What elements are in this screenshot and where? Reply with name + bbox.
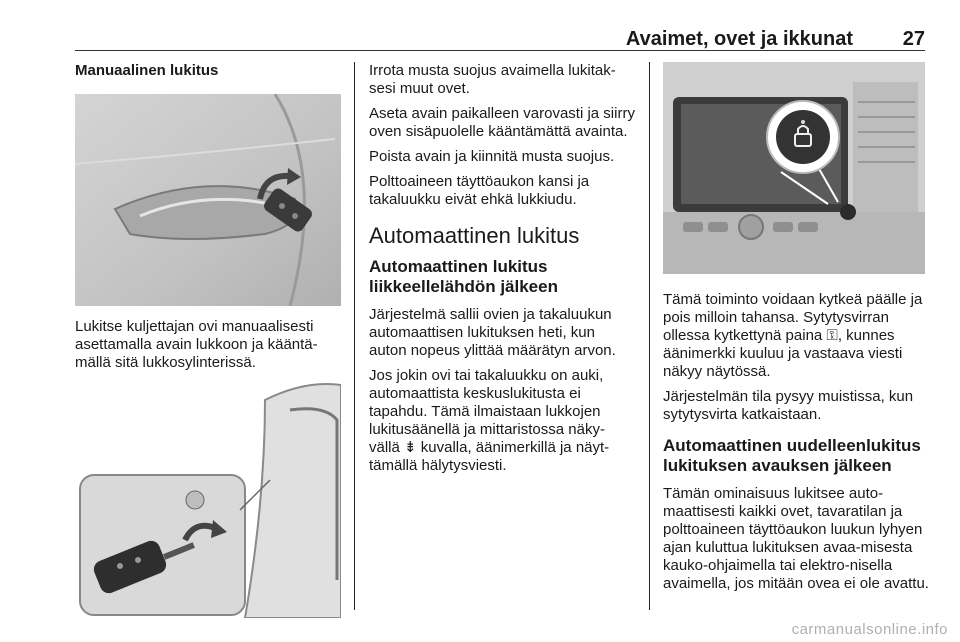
column-2 — [369, 62, 635, 482]
col3-para-2: Järjestelmän tila pysyy muistissa, kun sytytysvirta katkaistaan. — [663, 388, 914, 423]
col2-para-4: Polttoaineen täyttöaukon kansi ja takaluukku eivät ehkä lukkiudu. — [369, 173, 590, 208]
key-cylinder-illustration — [75, 380, 341, 618]
column-divider-2 — [649, 62, 650, 610]
column-3 — [663, 62, 929, 600]
col2-para-2: Aseta avain paikalleen varovasti ja siirry oven sisäpuolelle kääntämättä avainta. — [369, 105, 635, 140]
door-handle-key-illustration — [75, 94, 341, 306]
col2-para-3: Poista avain ja kiinnitä musta suojus. — [369, 148, 615, 165]
col2-para-1: Irrota musta suojus avaimella lukitak-sesi muut ovet. — [369, 62, 616, 97]
page-number: 27 — [902, 28, 925, 50]
col2-para-6: Jos jokin ovi tai takaluukku on auki, automaattista keskuslukitusta ei tapahdu. Tämä ilmaistaan lukkojen lukitusäänellä ja mittaristossa näky-vällä ⇟ kuvalla, äänimerkillä ja näyt-tämällä hälytysviesti. — [369, 367, 610, 474]
watermark: carmanualsonline.info — [791, 621, 948, 638]
subheading-locking-after-driving-off: Automaattinen lukitus liikkeellelähdön jälkeen — [369, 257, 558, 296]
col3-para-1: Tämä toiminto voidaan kytkeä päälle ja pois milloin tahansa. Sytytysvirran ollessa kytkettynä paina ⚿, kunnes äänimerkki kuuluu ja vastaava viesti näkyy näytössä. — [663, 291, 923, 380]
page-title: Avaimet, ovet ja ikkunat — [625, 28, 853, 50]
dashboard-lock-button-illustration — [663, 62, 925, 274]
subheading-automatic-relocking: Automaattinen uudelleenlukitus lukituksen avauksen jälkeen — [663, 436, 921, 475]
heading-automatic-locking: Automaattinen lukitus — [369, 223, 580, 248]
col3-para-3: Tämän ominaisuus lukitsee auto-maattisesti kaikki ovet, tavaratilan ja polttoaineen täyttöaukon luukun lyhyen ajan kuluttua lukituksen avaa-misesta kauko-ohjaimella tai elektro-nisella avaimella, jos mitään ovea ei ole avattu. — [663, 485, 929, 592]
manual-locking-text: Lukitse kuljettajan ovi manuaalisesti asettamalla avain lukkoon ja kääntä-mällä sitä lukkosylinterissä. — [75, 318, 318, 371]
section-title-manual-locking: Manuaalinen lukitus — [75, 62, 219, 79]
column-1 — [75, 62, 341, 618]
page-header — [75, 28, 925, 51]
col2-para-5: Järjestelmä sallii ovien ja takaluukun automaattisen lukituksen heti, kun auton nopeus ylittää määrätyn arvon. — [369, 306, 616, 359]
column-divider-1 — [354, 62, 355, 610]
